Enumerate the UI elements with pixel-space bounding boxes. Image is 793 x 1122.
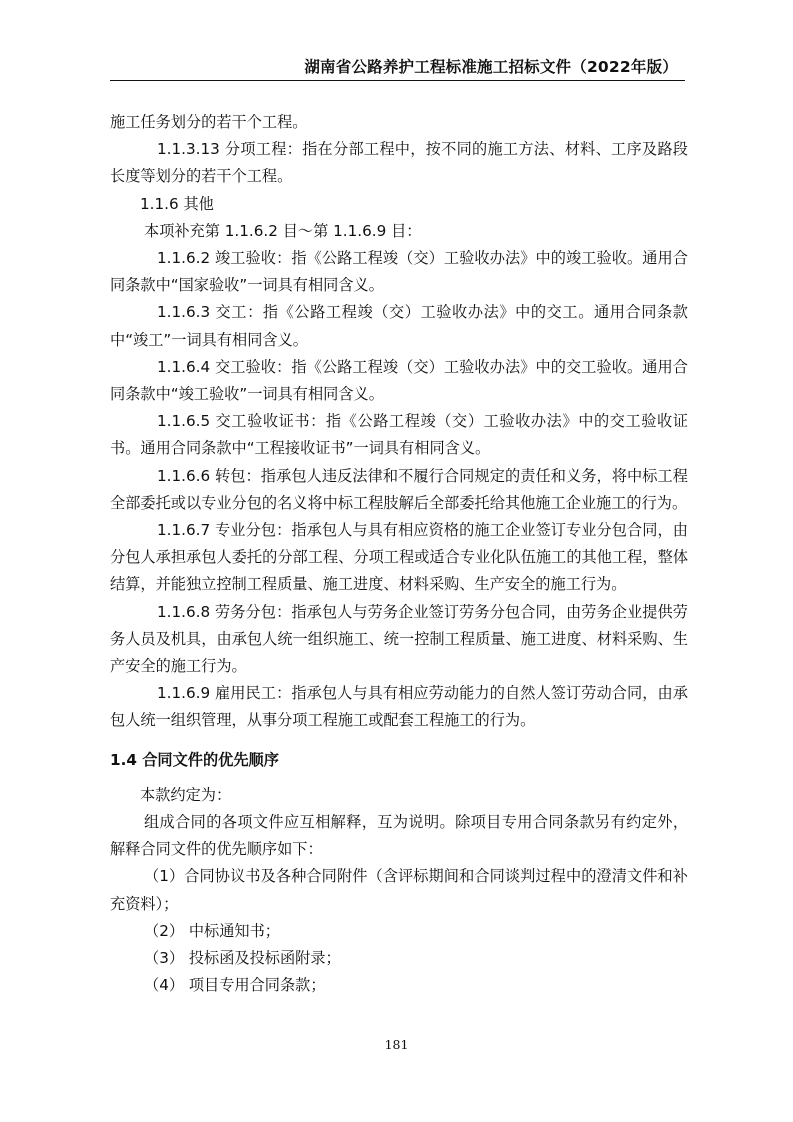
clause-1-1-6-heading: 1.1.6 其他 — [140, 194, 214, 213]
section-intro: 本款约定为： — [140, 785, 232, 804]
document-title: 湖南省公路养护工程标准施工招标文件（2022年版） — [304, 58, 678, 76]
clause-1-1-3-13: 1.1.3.13 分项工程：指在分部工程中，按不同的施工方法、材料、工序及路段长度等划分的若干个工程。 — [110, 140, 688, 186]
header-divider — [110, 80, 685, 81]
section-heading-1-4: 1.4 合同文件的优先顺序 — [110, 750, 279, 769]
clause-1-1-6-7: 1.1.6.7 专业分包：指承包人与具有相应资格的施工企业签订专业分包合同，由分包人承担承包人委托的分部工程、分项工程或适合专业化队伍施工的其他工程，整体结算，并能独立控制工程质量、施工进度、材料采购、生产安全的施工行为。 — [110, 521, 688, 594]
clause-1-1-6-8: 1.1.6.8 劳务分包：指承包人与劳务企业签订劳务分包合同，由劳务企业提供劳务人员及机具，由承包人统一组织施工、统一控制工程质量、施工进度、材料采购、生产安全的施工行为。 — [110, 602, 688, 676]
clause-1-1-6-6: 1.1.6.6 转包：指承包人违反法律和不履行合同规定的责任和义务，将中标工程全部委托或以专业分包的名义将中标工程肢解后全部委托给其他施工企业施工的行为。 — [110, 466, 688, 512]
clause-1-1-6-9: 1.1.6.9 雇用民工：指承包人与具有相应劳动能力的自然人签订劳动合同，由承包人统一组织管理，从事分项工程施工或配套工程施工的行为。 — [110, 684, 688, 730]
clause-1-1-6-3: 1.1.6.3 交工：指《公路工程竣（交）工验收办法》中的交工。通用合同条款中“竣工”一词具有相同含义。 — [110, 303, 688, 349]
clause-1-1-6-intro: 本项补充第 1.1.6.2 目～第 1.1.6.9 目： — [144, 221, 422, 240]
paragraph: 施工任务划分的若干个工程。 — [110, 113, 308, 131]
priority-item-3: （3） 投标函及投标函附录； — [144, 949, 341, 968]
clause-1-1-6-5: 1.1.6.5 交工验收证书：指《公路工程竣（交）工验收办法》中的交工验收证书。通用合同条款中“工程接收证书”一词具有相同含义。 — [110, 412, 688, 458]
priority-item-2: （2） 中标通知书； — [144, 921, 280, 940]
priority-description: 组成合同的各项文件应互相解释，互为说明。除项目专用合同条款另有约定外，解释合同文件的优先顺序如下： — [110, 813, 688, 859]
clause-1-1-6-2: 1.1.6.2 竣工验收：指《公路工程竣（交）工验收办法》中的竣工验收。通用合同条款中“国家验收”一词具有相同含义。 — [110, 249, 688, 295]
page-body — [110, 109, 688, 1000]
clause-1-1-6-4: 1.1.6.4 交工验收：指《公路工程竣（交）工验收办法》中的交工验收。通用合同条款中“竣工验收”一词具有相同含义。 — [110, 357, 688, 404]
priority-item-1: （1）合同协议书及各种合同附件（含评标期间和合同谈判过程中的澄清文件和补充资料）； — [110, 867, 688, 913]
priority-item-4: （4） 项目专用合同条款； — [144, 976, 326, 995]
page-number: 181 — [384, 1037, 409, 1052]
